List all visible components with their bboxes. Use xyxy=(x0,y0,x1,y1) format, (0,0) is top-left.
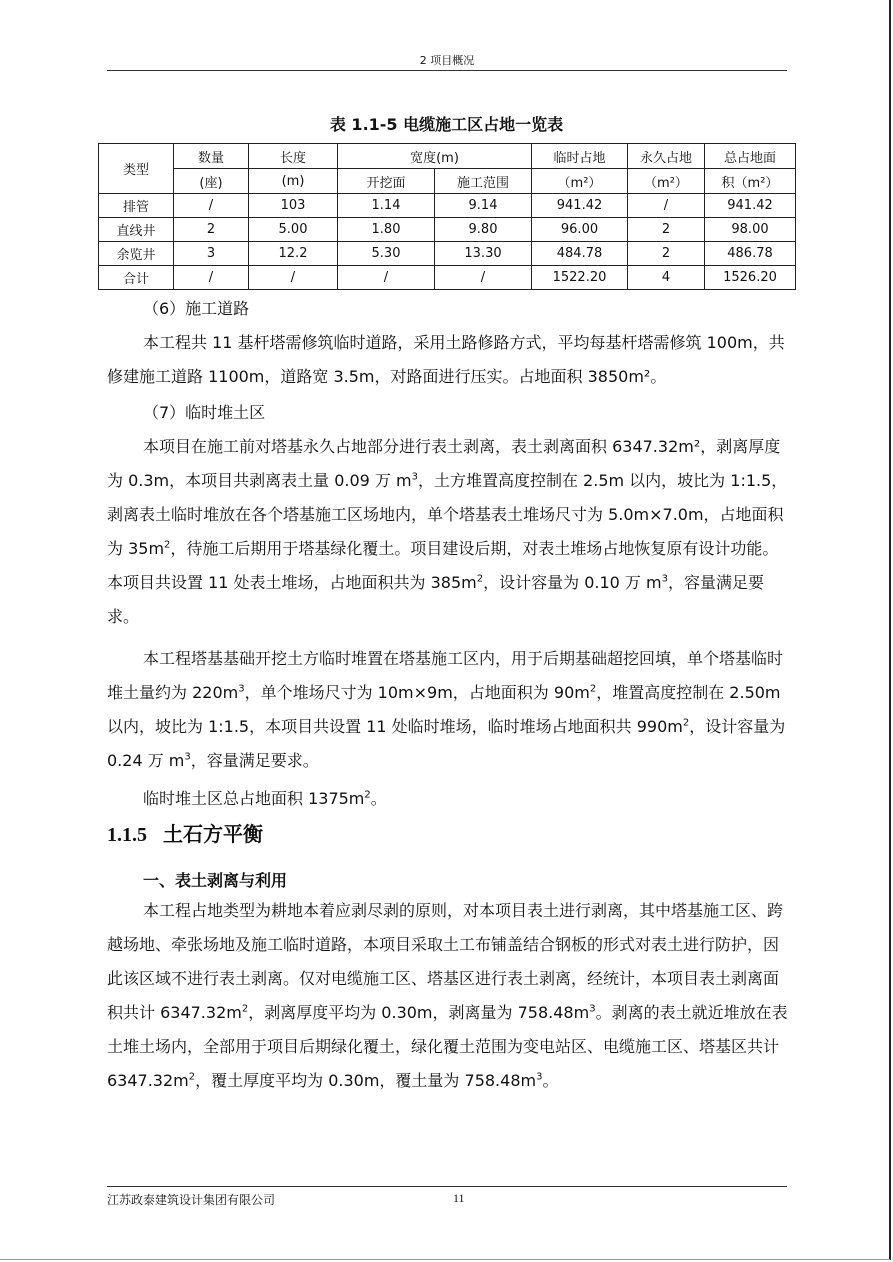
cell-total: 941.42 xyxy=(705,194,796,218)
header-count: 数量 xyxy=(174,144,249,169)
cell-temp: 941.42 xyxy=(532,194,628,218)
cell-perm: / xyxy=(628,194,705,218)
section-title: 土石方平衡 xyxy=(163,822,263,846)
table-row xyxy=(99,218,796,242)
cell-dig: 5.30 xyxy=(338,242,435,266)
header-temp: 临时占地 xyxy=(532,144,628,169)
cell-con: 13.30 xyxy=(435,242,532,266)
strip-paragraph: 本工程占地类型为耕地本着应剥尽剥的原则，对本项目表土进行剥离，其中塔基施工区、跨越场地、牵张场地及施工临时道路，本项目采取土工布铺盖结合钢板的形式对表土进行防护，因此该区域不进行表土剥离。仅对电缆施工区、塔基区进行表土剥离，经统计，本项目表土剥离面积共计 $6347.32m^2$，剥离厚度平均为 0.30m，剥离量为 $758.48m^3$。剥离的表土就近堆放在表土堆土场内，全部用于项目后期绿化覆土，绿化覆土范围为变电站区、电缆施工区、塔基区共计 $6347.32m^2$，覆土厚度平均为 0.30m，覆土量为 $758.48m^3$。 xyxy=(107,901,788,1090)
section-number: 1.1.5 xyxy=(107,824,147,846)
header-perm: 永久占地 xyxy=(628,144,705,169)
cell-dig: 1.14 xyxy=(338,194,435,218)
cell-type: 余览井 xyxy=(99,242,174,266)
page-number: 11 xyxy=(453,1191,465,1205)
table-row xyxy=(99,194,796,218)
cell-temp: 96.00 xyxy=(532,218,628,242)
header-length: 长度 xyxy=(249,144,338,169)
table-header-row xyxy=(99,144,796,169)
header-temp-unit: （m²） xyxy=(532,169,628,194)
header-rule xyxy=(107,70,787,71)
cell-length: / xyxy=(249,266,338,290)
cell-con: 9.14 xyxy=(435,194,532,218)
soil-paragraph-3: 临时堆土区总占地面积 $1375m^2$。 xyxy=(143,789,387,808)
cell-dig: 1.80 xyxy=(338,218,435,242)
cell-total: 486.78 xyxy=(705,242,796,266)
header-type: 类型 xyxy=(99,144,174,194)
cell-type: 合计 xyxy=(99,266,174,290)
cell-count: / xyxy=(174,194,249,218)
cell-type: 直线井 xyxy=(99,218,174,242)
cell-perm: 2 xyxy=(628,242,705,266)
cell-count: 3 xyxy=(174,242,249,266)
table-caption: 表 1.1-5 电缆施工区占地一览表 xyxy=(329,115,564,134)
land-occupation-table xyxy=(98,143,796,290)
cell-count: / xyxy=(174,266,249,290)
footer-company: 江苏政泰建筑设计集团有限公司 xyxy=(107,1193,276,1207)
cell-con: 9.80 xyxy=(435,218,532,242)
soil-paragraph-2: 本工程塔基基础开挖土方临时堆置在塔基施工区内，用于后期基础超挖回填，单个塔基临时堆土量约为 $220m^3$，单个堆场尺寸为 10m×9m，占地面积为 $90m^2$，堆置高度控制在 2.50m 以内，坡比为 1:1.5，本项目共设置 11 处临时堆场，临时堆场占地面积共 $990m^2$，设计容量为 0.24 万 $m^3$，容量满足要求。 xyxy=(107,649,786,770)
table-row xyxy=(99,242,796,266)
subsection-heading: 一、表土剥离与利用 xyxy=(143,871,288,890)
cell-con: / xyxy=(435,266,532,290)
cell-dig: / xyxy=(338,266,435,290)
cell-count: 2 xyxy=(174,218,249,242)
cell-total: 98.00 xyxy=(705,218,796,242)
cell-length: 103 xyxy=(249,194,338,218)
cell-perm: 2 xyxy=(628,218,705,242)
soil-paragraph-1: 本项目在施工前对塔基永久占地部分进行表土剥离，表土剥离面积 6347.32m²，剥离厚度为 0.3m，本项目共剥离表土量 0.09 万 $m^3$，土方堆置高度控制在 2.5m 以内，坡比为 1:1.5，剥离表土临时堆放在各个塔基施工区场地内，单个塔基表土堆场尺寸为 5.0m×7.0m，占地面积为 $35m^2$，待施工后期用于塔基绿化覆土。项目建设后期，对表土堆场占地恢复原有设计功能。本项目共设置 11 处表土堆场，占地面积共为 $385m^2$，设计容量为 0.10 万 $m^3$，容量满足要求。 xyxy=(107,437,788,626)
header-total-unit: 积（m²） xyxy=(705,169,796,194)
header-total: 总占地面 xyxy=(705,144,796,169)
header-width: 宽度(m) xyxy=(338,144,532,169)
header-width-con: 施工范围 xyxy=(435,169,532,194)
soil-subtitle: （7）临时堆土区 xyxy=(143,403,266,422)
cell-length: 12.2 xyxy=(249,242,338,266)
footer-rule xyxy=(107,1186,787,1187)
cell-temp: 1522.20 xyxy=(532,266,628,290)
section-heading xyxy=(107,818,263,847)
cell-total: 1526.20 xyxy=(705,266,796,290)
table-total-row xyxy=(99,266,796,290)
running-header: 2 项目概况 xyxy=(419,54,475,67)
header-perm-unit: （m²） xyxy=(628,169,705,194)
cell-perm: 4 xyxy=(628,266,705,290)
header-width-dig: 开挖面 xyxy=(338,169,435,194)
table-header-row xyxy=(99,169,796,194)
header-count-unit: (座) xyxy=(174,169,249,194)
road-paragraph: 本工程共 11 基杆塔需修筑临时道路，采用土路修路方式，平均每基杆塔需修筑 100m，共修建施工道路 1100m，道路宽 3.5m，对路面进行压实。占地面积 3850m²。 xyxy=(107,333,785,386)
header-length-unit: (m) xyxy=(249,169,338,194)
cell-length: 5.00 xyxy=(249,218,338,242)
road-subtitle: （6）施工道路 xyxy=(143,299,250,318)
cell-temp: 484.78 xyxy=(532,242,628,266)
cell-type: 排管 xyxy=(99,194,174,218)
